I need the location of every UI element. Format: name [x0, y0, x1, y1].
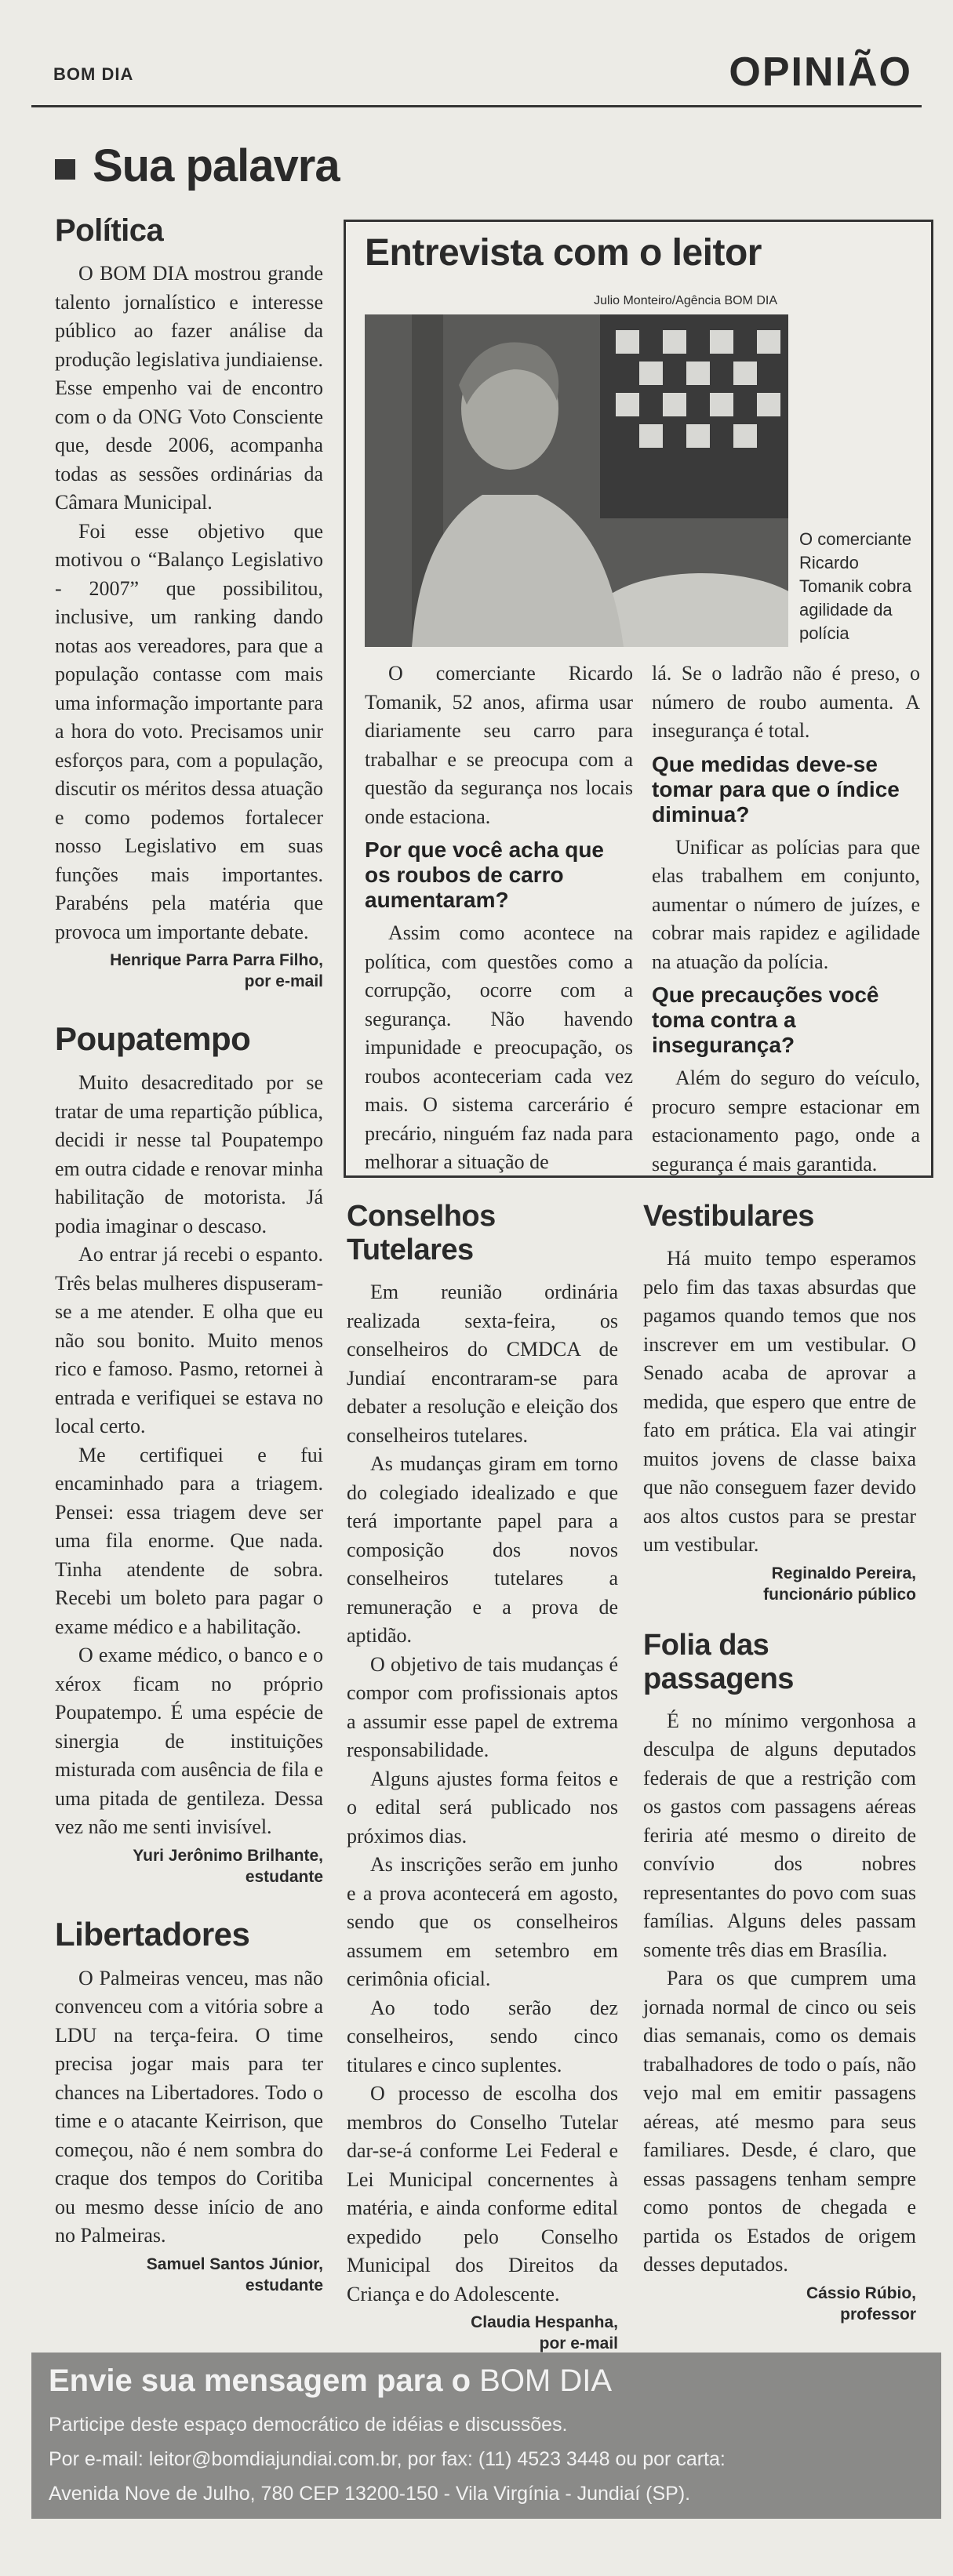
signature-role: estudante — [245, 2276, 323, 2294]
article-paragraph: Em reunião ordinária realizada sexta-feira, os conselheiros do CMDCA de Jundiaí encontraram-se para debater a resolução e eleição dos conselheiros tutelares. — [347, 1281, 618, 1447]
header-rule — [31, 105, 922, 107]
article-paragraph: O Palmeiras venceu, mas não convenceu com a vitória sobre a LDU na terça-feira. O time precisa jogar mais para ter chances na Libertadores. Todo o time e o atacante Keirrison, que começou, não é nem sombra do craque dos tempos do Coritiba ou mesmo desse início de ano no Palmeiras. — [55, 1966, 323, 2247]
photo-credit: Julio Monteiro/Agência BOM DIA — [594, 294, 777, 307]
article-signature — [643, 1563, 916, 1605]
article-paragraph: Há muito tempo esperamos pelo fim das taxas absurdas que pagamos quando temos que nos inscrever em um vestibular. O Senado acaba de aprovar a medida, que espero que entre de fato em prática. Ela vai atingir muitos jovens de classe baixa que não conseguem fazer devido aos altos custos para se prestar um vestibular. — [643, 1247, 916, 1556]
article-paragraph: Muito desacreditado por se tratar de uma repartição pública, decidi ir nesse tal Poupatempo em outra cidade e renovar minha habilitação de motorista. Já podia imaginar o descaso. — [55, 1071, 323, 1237]
signature-role: funcionário público — [763, 1585, 916, 1604]
interview-answer-continued: lá. Se o ladrão não é preso, o número de roubo aumenta. A insegurança é total. — [652, 662, 920, 742]
interview-title: Entrevista com o leitor — [365, 232, 762, 274]
section-name: OPINIÃO — [729, 49, 912, 95]
article-signature — [55, 950, 323, 992]
signature-name: Reginaldo Pereira, — [771, 1564, 916, 1582]
signature-name: Claudia Hespanha, — [471, 2313, 618, 2331]
article-signature — [55, 1845, 323, 1887]
signature-role: por e-mail — [244, 972, 323, 990]
contact-line: Participe deste espaço democrático de idéias e discussões. — [49, 2414, 568, 2436]
article-signature — [347, 2312, 618, 2354]
interview-answer: Além do seguro do veículo, procuro sempre estacionar em estacionamento pago, onde a segurança é mais garantida. — [652, 1066, 920, 1175]
square-bullet-icon — [55, 159, 75, 180]
signature-role: estudante — [245, 1867, 323, 1886]
article-paragraph: Foi esse objetivo que motivou o “Balanço Legislativo - 2007” que possibilitou, inclusive, um ranking dando notas aos vereadores, para que a população contasse com mais uma informação importante para a hora do voto. Precisamos unir esforços para, com a população, discutir os méritos dessa atuação e como podemos fortalecer nosso Legislativo em suas funções mais importantes. Parabéns pela matéria que provoca um importante debate. — [55, 519, 323, 943]
article-title-libertadores: Libertadores — [55, 1915, 250, 1953]
article-paragraph: O BOM DIA mostrou grande talento jornalístico e interesse público ao fazer análise da produção legislativa jundiaiense. Esse empenho vai de encontro com o da ONG Voto Consciente que, desde 2006, acompanha todas as sessões ordinárias da Câmara Municipal. — [55, 262, 323, 514]
interview-column-1 — [365, 659, 633, 1177]
article-paragraph: Para os que cumprem uma jornada normal de cinco ou seis dias semanais, como os demais trabalhadores de todo o país, não vejo mal em emitir passagens aéreas, até mesmo para seus familiares. Desde, é claro, que essas passagens tenham sempre como pontos de chegada e partida os Estados de origem desses deputados. — [643, 1967, 916, 2276]
photo-caption: O comerciante Ricardo Tomanik cobra agilidade da polícia — [799, 529, 912, 643]
contact-title — [49, 2363, 612, 2399]
article-paragraph: As inscrições serão em junho e a prova acontecerá em agosto, sendo que os conselheiros assumem em setembro em cerimônia oficial. — [347, 1853, 618, 1990]
interview-photo — [365, 314, 788, 647]
contact-title-brand: BOM DIA — [479, 2363, 613, 2398]
article-paragraph: Alguns ajustes forma feitos e o edital será publicado nos próximos dias. — [347, 1767, 618, 1848]
article-paragraph: O exame médico, o banco e o xérox ficam no próprio Poupatempo. É uma espécie de sinergia de instituições misturada com ausência de fila e uma pitada de gentileza. Dessa vez não me senti invisível. — [55, 1644, 323, 1838]
signature-role: por e-mail — [539, 2334, 618, 2353]
article-signature — [55, 2254, 323, 2296]
article-paragraph: Me certifiquei e fui encaminhado para a triagem. Pensei: essa triagem deve ser uma fila enorme. Que nada. Tinha atendente de sobra. Recebi um boleto para pagar o exame médico e a habilitação. — [55, 1443, 323, 1638]
interview-column-2 — [652, 659, 920, 1179]
article-paragraph: O processo de escolha dos membros do Conselho Tutelar dar-se-á conforme Lei Federal e Lei Municipal concernentes à matéria, e ainda conforme edital expedido pelo Conselho Municipal dos Direitos da Criança e do Adolescente. — [347, 2082, 618, 2305]
page-header — [0, 0, 953, 110]
signature-name: Cássio Rúbio, — [806, 2284, 916, 2302]
article-title-politica: Política — [55, 213, 164, 248]
contact-title-prefix: Envie sua mensagem para o — [49, 2363, 471, 2398]
article-signature — [643, 2283, 916, 2325]
page-title — [55, 140, 340, 192]
right-column — [643, 1200, 916, 2325]
article-paragraph: Ao todo serão dez conselheiros, sendo cinco titulares e cinco suplentes. — [347, 1996, 618, 2076]
article-title-poupatempo: Poupatempo — [55, 1020, 251, 1057]
person-photo-icon — [365, 314, 788, 647]
interview-question: Que precauções você toma contra a insegurança? — [652, 983, 879, 1057]
contact-box — [31, 2353, 941, 2519]
middle-column — [347, 1200, 618, 2354]
left-column — [55, 213, 323, 2296]
article-paragraph: É no mínimo vergonhosa a desculpa de alguns deputados federais de que a restrição com os gastos com passagens aéreas feriria até mesmo o direito de convívio dos nobres representantes do povo com suas famílias. Alguns deles passam somente três dias em Brasília. — [643, 1709, 916, 1961]
signature-name: Yuri Jerônimo Brilhante, — [133, 1846, 323, 1865]
article-paragraph: As mudanças giram em torno do colegiado idealizado e que terá importante papel para a composição dos novos conselheiros tutelares a remuneração e a prova de aptidão. — [347, 1452, 618, 1647]
interview-question: Por que você acha que os roubos de carro aumentaram? — [365, 837, 604, 912]
interview-answer: Assim como acontece na política, com questões como a corrupção, ocorre com a segurança. Não havendo impunidade e preocupação, os roubos aconteceriam cada vez mais. O sistema carcerário é precário, ninguém faz nada para melhorar a situação de — [365, 921, 633, 1173]
interview-intro: O comerciante Ricardo Tomanik, 52 anos, afirma usar diariamente seu carro para trabalhar e se preocupa com a questão da segurança nos locais onde estaciona. — [365, 662, 633, 828]
contact-line: Por e-mail: leitor@bomdiajundiai.com.br, por fax: (11) 4523 3448 ou por carta: — [49, 2448, 726, 2470]
signature-name: Samuel Santos Júnior, — [146, 2254, 323, 2273]
interview-box — [344, 220, 933, 1178]
article-paragraph: O objetivo de tais mudanças é compor com profissionais aptos a assumir esse papel de extrema responsabilidade. — [347, 1652, 618, 1761]
contact-line: Avenida Nove de Julho, 780 CEP 13200-150 - Vila Virgínia - Jundiaí (SP). — [49, 2483, 691, 2505]
interview-question: Que medidas deve-se tomar para que o índice diminua? — [652, 751, 900, 827]
article-paragraph: Ao entrar já recebi o espanto. Três belas mulheres dispuseram-se a me atender. E olha que eu não sou bonito. Muito menos rico e famoso. Pasmo, retornei à entrada e verifiquei se estava no local certo. — [55, 1243, 323, 1437]
article-title-conselhos: Conselhos Tutelares — [347, 1200, 496, 1266]
signature-role: professor — [840, 2305, 916, 2323]
interview-answer: Unificar as polícias para que elas trabalhem em conjunto, aumentar o número de juízes, e cobrar mais rapidez e agilidade na atuação da polícia. — [652, 835, 920, 973]
article-title-vestibulares: Vestibulares — [643, 1200, 814, 1233]
newspaper-name: BOM DIA — [53, 64, 134, 84]
signature-name: Henrique Parra Parra Filho, — [110, 951, 323, 969]
page-title-text: Sua palavra — [93, 140, 340, 191]
article-title-folia: Folia das passagens — [643, 1628, 794, 1695]
